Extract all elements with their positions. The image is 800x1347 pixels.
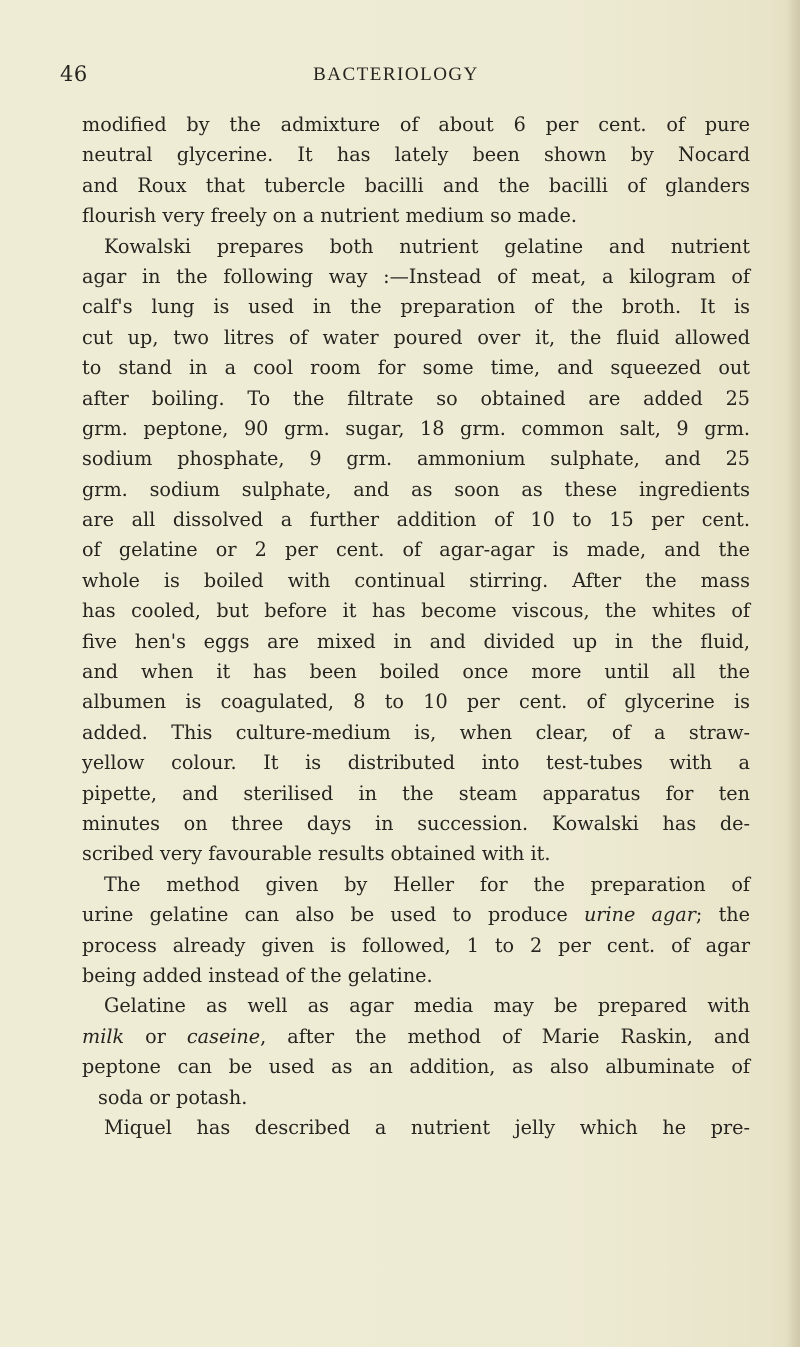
text-line: albumen is coagulated, 8 to 10 per cent. of glycerine is	[82, 690, 750, 714]
italic-term: milk	[82, 1024, 125, 1048]
text-line: pipette, and sterilised in the steam apparatus for ten	[82, 781, 750, 805]
italic-term: caseine	[186, 1024, 261, 1048]
text-line: yellow colour. It is distributed into test-tubes with a	[82, 751, 750, 775]
text-line-mixed	[82, 900, 750, 930]
text-line: Gelatine as well as agar media may be prepared with	[104, 994, 750, 1018]
running-title: BACTERIOLOGY	[313, 64, 479, 85]
text-line: cut up, two litres of water poured over it, the fluid allowed	[82, 325, 750, 349]
text-line: agar in the following way :—Instead of meat, a kilogram of	[82, 264, 750, 288]
text-segment: , after the method of Marie Raskin, and	[260, 1024, 750, 1048]
text-line: Kowalski prepares both nutrient gelatine and nutrient	[104, 234, 750, 258]
text-line: calf's lung is used in the preparation of the broth. It is	[82, 295, 750, 319]
text-line: scribed very favourable results obtained with it.	[82, 842, 551, 866]
text-line: whole is boiled with continual stirring. After the mass	[82, 568, 750, 592]
italic-term: urine agar	[583, 903, 696, 927]
text-segment: ; the	[695, 903, 750, 927]
text-line: soda or potash.	[98, 1085, 248, 1109]
text-line: peptone can be used as an addition, as also albuminate of	[82, 1055, 750, 1079]
text-segment: or	[124, 1024, 187, 1048]
text-line: modified by the admixture of about 6 per cent. of pure	[82, 113, 750, 136]
text-line: are all dissolved a further addition of 10 to 15 per cent.	[82, 508, 750, 532]
text-line: process already given is followed, 1 to 2 per cent. of agar	[82, 933, 750, 957]
body-text	[82, 110, 750, 1143]
text-line-mixed	[82, 1022, 750, 1052]
text-segment: urine gelatine can also be used to produce	[82, 903, 568, 927]
text-line: and when it has been boiled once more until all the	[82, 660, 750, 684]
text-line: has cooled, but before it has become viscous, the whites of	[82, 599, 750, 623]
text-line: being added instead of the gelatine.	[82, 963, 433, 987]
text-line: Miquel has described a nutrient jelly which he pre-	[104, 1115, 750, 1139]
text-line: and Roux that tubercle bacilli and the bacilli of glanders	[82, 173, 750, 197]
page-edge-shadow	[786, 0, 800, 1347]
text-line: after boiling. To the filtrate so obtained are added 25	[82, 386, 750, 410]
text-line: grm. peptone, 90 grm. sugar, 18 grm. common salt, 9 grm.	[82, 416, 750, 440]
text-line: neutral glycerine. It has lately been shown by Nocard	[82, 143, 750, 167]
page-number: 46	[60, 62, 88, 86]
text-line: added. This culture-medium is, when clear, of a straw-	[82, 720, 750, 744]
text-line: minutes on three days in succession. Kowalski has de-	[82, 811, 750, 835]
text-line: sodium phosphate, 9 grm. ammonium sulphate, and 25	[82, 447, 750, 471]
text-line: grm. sodium sulphate, and as soon as these ingredients	[82, 477, 750, 501]
running-head	[60, 62, 760, 92]
text-line: flourish very freely on a nutrient medium so made.	[82, 204, 577, 228]
text-line: to stand in a cool room for some time, and squeezed out	[82, 356, 750, 380]
text-line: of gelatine or 2 per cent. of agar-agar is made, and the	[82, 538, 750, 562]
text-line: The method given by Heller for the preparation of	[104, 872, 750, 896]
text-line: five hen's eggs are mixed in and divided up in the fluid,	[82, 629, 750, 653]
